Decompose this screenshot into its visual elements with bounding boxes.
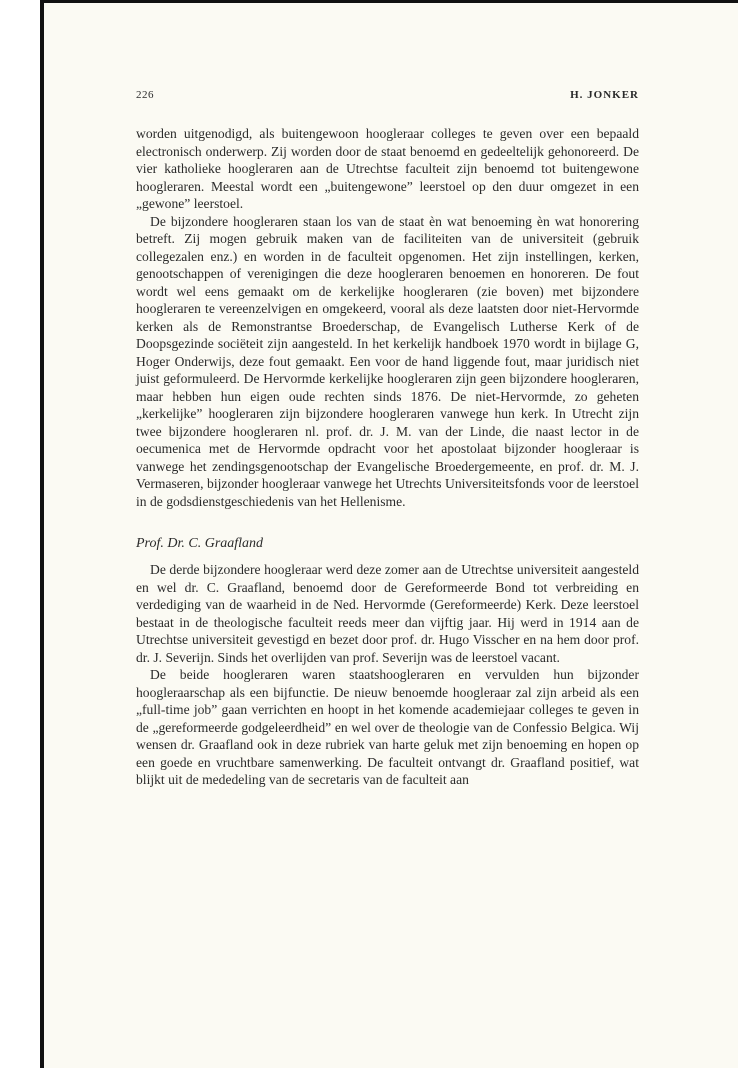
- paragraph-bijzondere-hoogleraren: De bijzondere hoogleraren staan los van de staat èn wat benoeming èn wat honorering betreft. Zij mogen gebruik maken van de faciliteiten van de universiteit (gebruik collegezalen enz.) en worden in de faculteit opgenomen. Het zijn instellingen, kerken, genootschappen of verenigingen die deze hoogleraren benoemen en honoreren. De fout wordt wel eens gemaakt om de kerkelijke hoogleraren (zie boven) met bijzondere hoogleraren te vereenzelvigen en omgekeerd, vooral als deze laatsten door niet-Hervormde kerken als de Remonstrantse Broederschap, de Evangelisch Lutherse Kerk of de Doopsgezinde sociëteit zijn aangesteld. In het kerkelijk handboek 1970 wordt in bijlage G, Hoger Onderwijs, deze fout gemaakt. Een voor de hand liggende fout, maar juridisch niet juist geformuleerd. De Hervormde kerkelijke hoogleraren zijn geen bijzondere hoogleraren, maar hebben hun eigen oude rechten sinds 1876. De niet-Hervormde, zo geheten „kerkelijke” hoogleraren zijn bijzondere hoogleraren vanwege hun kerk. In Utrecht zijn twee bijzondere hoogleraren nl. prof. dr. J. M. van der Linde, die naast lector in de oecumenica met de Hervormde opdracht voor het apostolaat bijzonder hoogleraar is vanwege het zendingsgenootschap der Evangelische Broedergemeente, en prof. dr. M. J. Vermaseren, bijzonder hoogleraar vanwege het Utrechts Universiteitsfonds voor de leerstoel in de godsdienstgeschiedenis van het Hellenisme.: [136, 213, 639, 509]
- paragraph-graafland-role: De beide hoogleraren waren staatshoogleraren en vervulden hun bijzonder hoogleraarschap als een bijfunctie. De nieuw benoemde hoogleraar zal zijn arbeid als een „full-time job” gaan verrichten en hoopt in het komende academiejaar colleges te geven in de „gereformeerde godgeleerdheid” en wel over de theologie van de Confessio Belgica. Wij wensen dr. Graafland ook in deze rubriek van harte geluk met zijn benoeming en hopen op een goede en vruchtbare samenwerking. De faculteit ontvangt dr. Graafland positief, wat blijkt uit de mededeling van de secretaris van de faculteit aan: [136, 667, 639, 787]
- running-head: [136, 89, 639, 109]
- section-heading: Prof. Dr. C. Graafland: [136, 536, 264, 551]
- paragraph-graafland-appointment: De derde bijzondere hoogleraar werd deze zomer aan de Utrechtse universiteit aangesteld en wel dr. C. Graafland, benoemd door de Gereformeerde Bond tot verbreiding en verdediging van de waarheid in de Ned. Hervormde (Gereformeerde) Kerk. Deze leerstoel bestaat in de theologische faculteit reeds meer dan vijftig jaar. Hij werd in 1914 aan de Utrechtse universiteit gevestigd en bezet door prof. dr. Hugo Visscher en na hem door prof. dr. J. Severijn. Sinds het overlijden van prof. Severijn was de leerstoel vacant.: [136, 562, 639, 665]
- running-author: H. JONKER: [570, 89, 639, 101]
- page-number: 226: [136, 89, 154, 101]
- page-sheet: [40, 0, 738, 1068]
- paragraph-continuation: worden uitgenodigd, als buitengewoon hoogleraar colleges te geven over een bepaald electronisch onderwerp. Zij worden door de staat benoemd en gedeeltelijk gehonoreerd. De vier katholieke hoogleraren aan de Utrechtse faculteit zijn benoemd tot buitengewone hoogleraren. Meestal wordt een „buitengewone” leerstoel op den duur omgezet in een „gewone” leerstoel.: [136, 126, 639, 211]
- page-content: [136, 89, 639, 789]
